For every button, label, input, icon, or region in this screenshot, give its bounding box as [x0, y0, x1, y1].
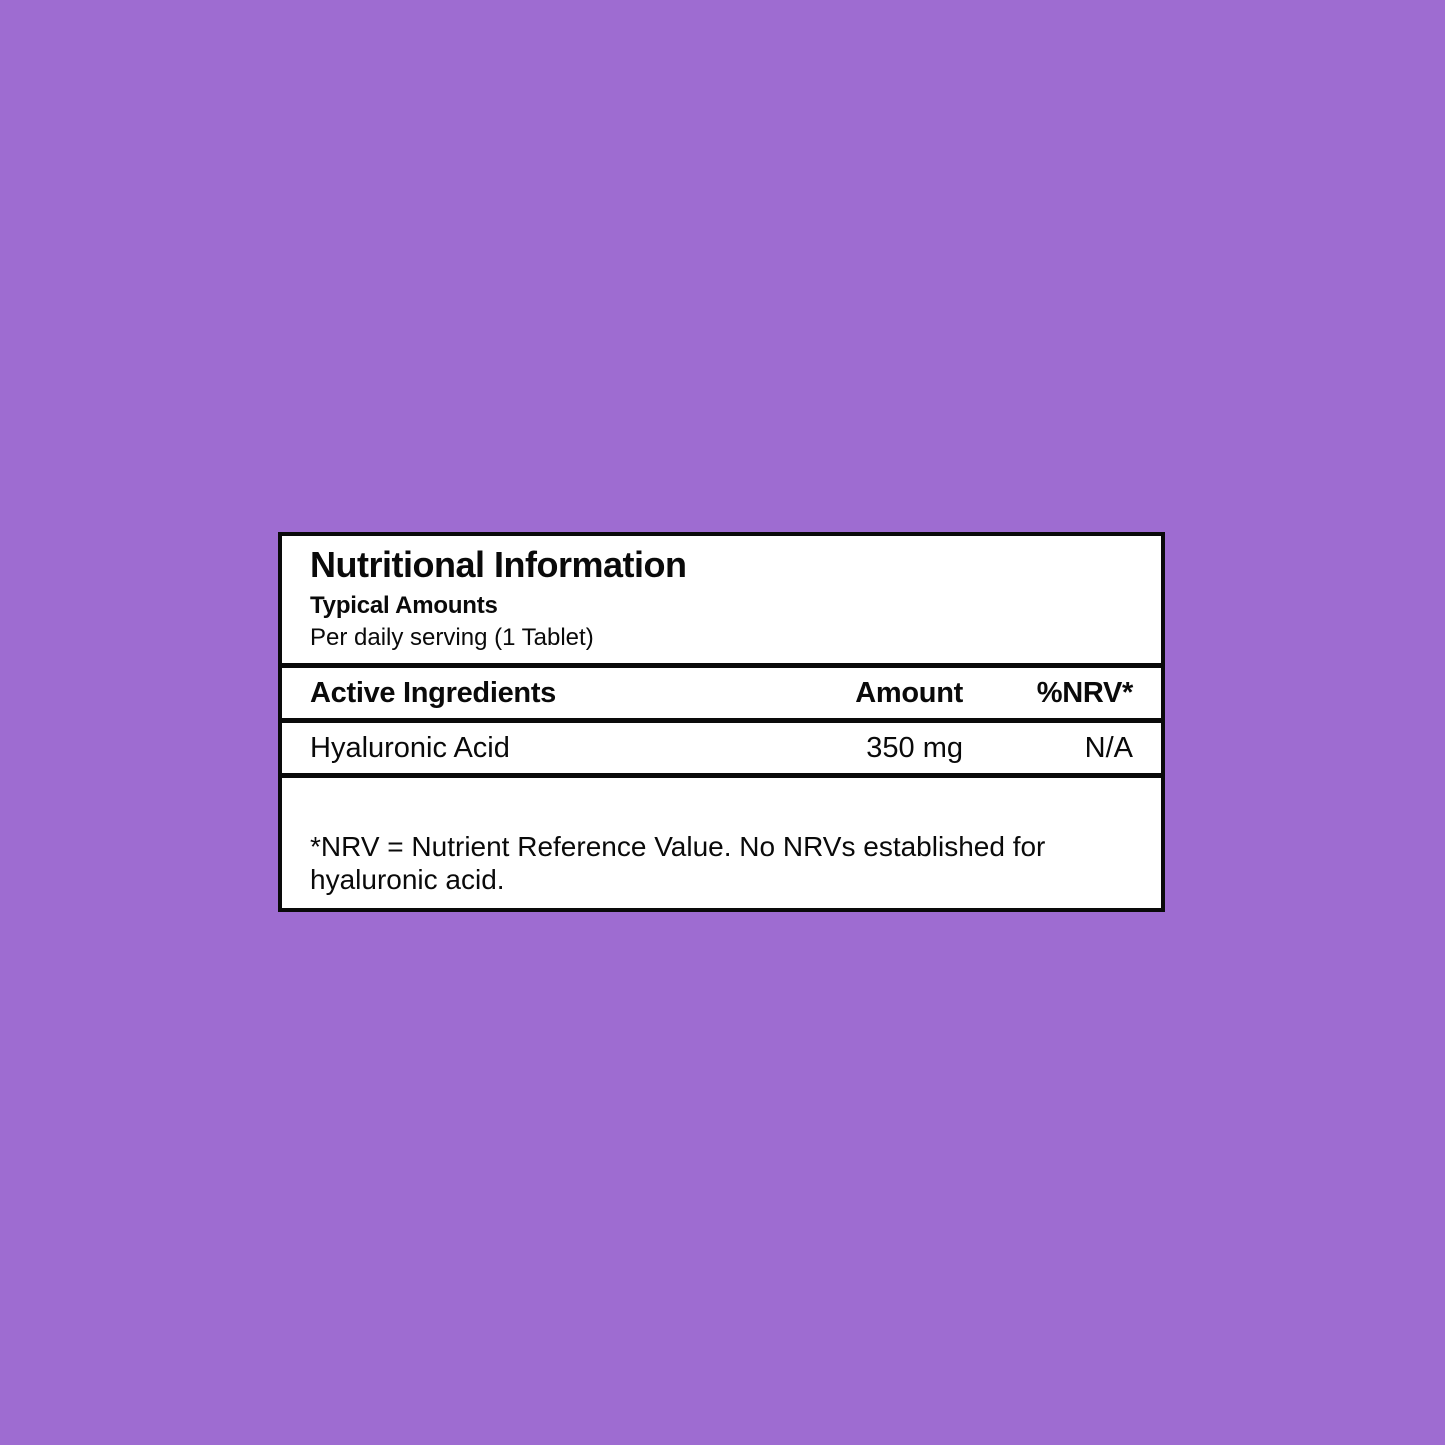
ingredient-amount: 350 mg	[866, 731, 963, 764]
table-row	[282, 723, 1161, 773]
header-amount: Amount	[855, 676, 963, 709]
label-footer-section	[282, 778, 1161, 908]
nutrition-facts-panel	[278, 532, 1165, 912]
label-title: Nutritional Information	[310, 544, 687, 585]
ingredient-nrv: N/A	[1084, 731, 1133, 764]
header-active-ingredients: Active Ingredients	[310, 676, 556, 709]
label-subtitle: Typical Amounts	[310, 592, 498, 620]
header-nrv: %NRV*	[1036, 676, 1133, 709]
label-header-section	[282, 536, 1161, 663]
table-header-row	[282, 668, 1161, 718]
serving-size-text: Per daily serving (1 Tablet)	[310, 624, 594, 652]
nrv-footnote: *NRV = Nutrient Reference Value. No NRVs established for hyaluronic acid.	[310, 831, 1046, 896]
ingredient-name: Hyaluronic Acid	[310, 731, 510, 764]
